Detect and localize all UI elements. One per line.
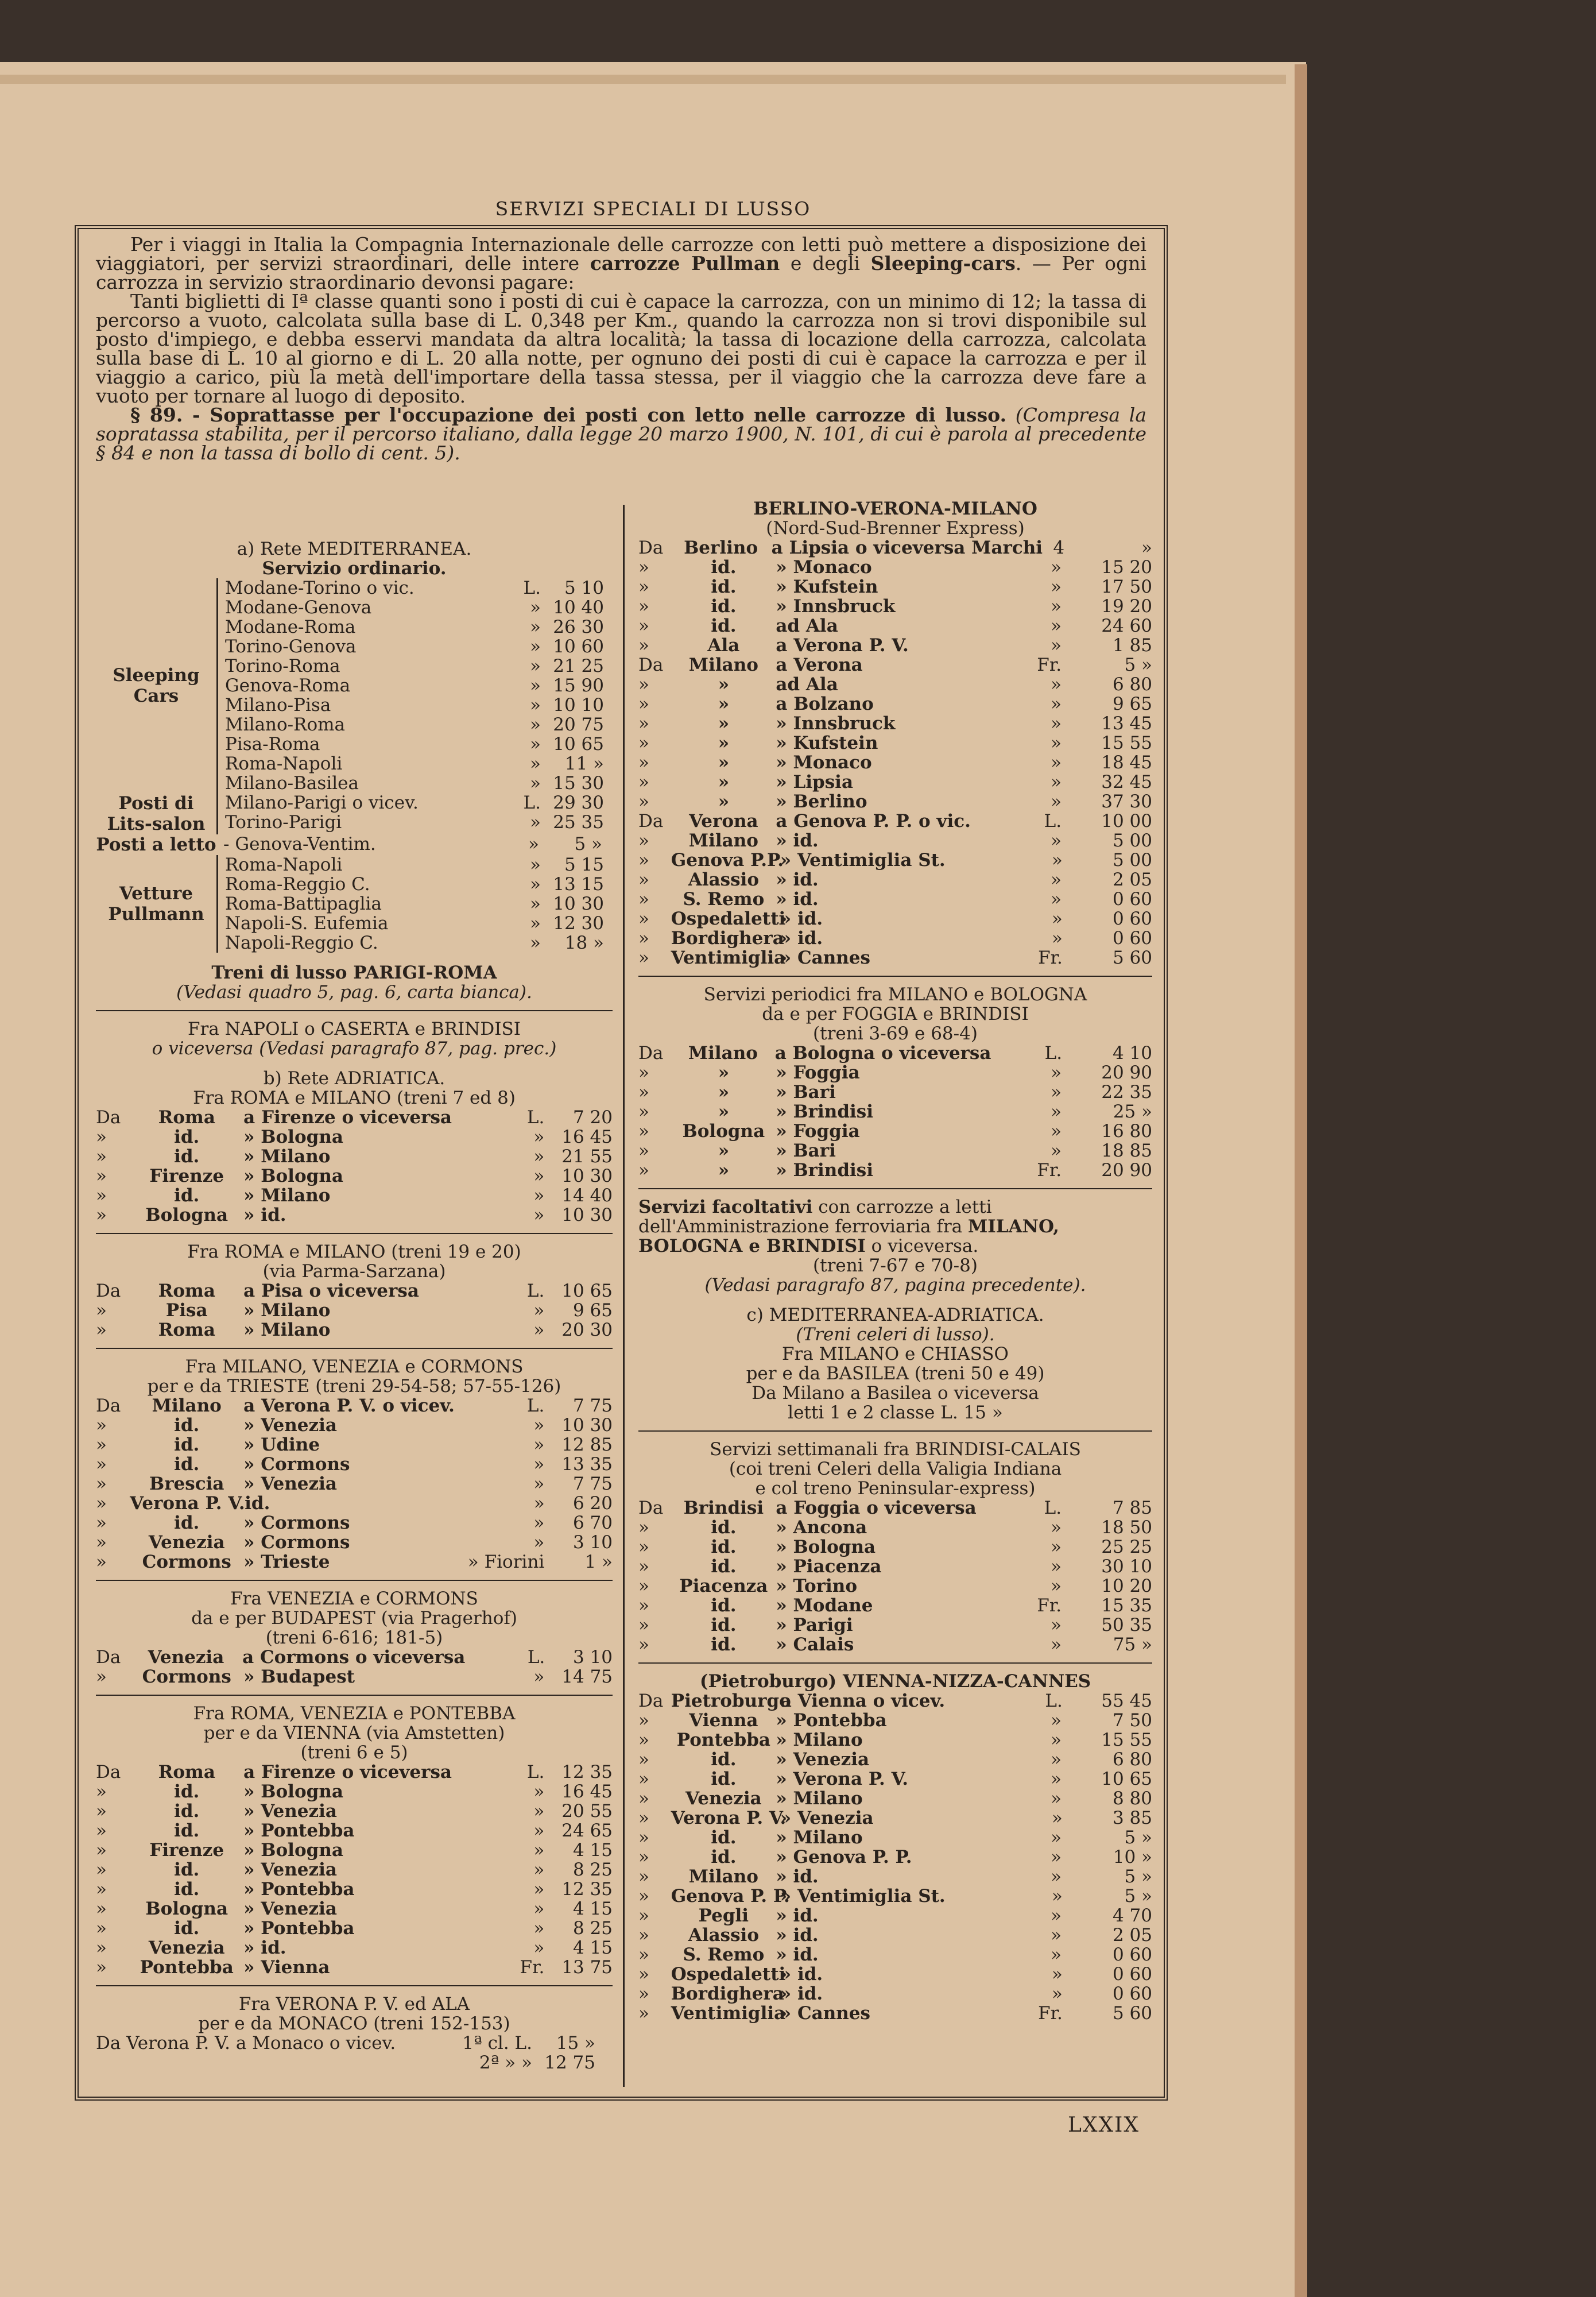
table-row: » Bologna » Foggia » 16 80 xyxy=(638,1121,1152,1142)
page-edge-right xyxy=(1295,64,1307,2297)
chiasso-title: Fra MILANO e CHIASSO xyxy=(782,1344,1009,1364)
vienna-table xyxy=(96,1762,613,1977)
table-row: » id. » Venezia » 6 80 xyxy=(638,1749,1152,1770)
list-item: Torino-Roma » 21 25 xyxy=(225,656,604,676)
list-item: Napoli-Reggio C. » 18 » xyxy=(225,933,604,953)
section-a-subtitle: Servizio ordinario. xyxy=(262,558,447,579)
list-item: Torino-Parigi » 25 35 xyxy=(225,812,604,833)
section-c-subtitle: (Treni celeri di lusso). xyxy=(796,1324,995,1345)
page-edge xyxy=(0,75,1286,84)
roma-milano2-subtitle: (via Parma-Sarzana) xyxy=(262,1261,446,1282)
table-row: » S. Remo » id. » 0 60 xyxy=(638,1944,1152,1965)
table-row: » id. » Milano » 21 55 xyxy=(96,1146,613,1167)
roma-milano2-table xyxy=(96,1281,613,1340)
table-row: » id. » Venezia » 20 55 xyxy=(96,1801,613,1822)
parigi-note: (Vedasi quadro 5, pag. 6, carta bianca). xyxy=(176,982,532,1003)
table-row: » id. » Pontebba » 8 25 xyxy=(96,1918,613,1939)
table-row: » Genova P.P. » Ventimiglia St. » 5 00 xyxy=(638,850,1152,871)
table-row: » Roma » Milano » 20 30 xyxy=(96,1320,613,1340)
berlino-subtitle: (Nord-Sud-Brenner Express) xyxy=(766,518,1025,539)
berlino-title: BERLINO-VERONA-MILANO xyxy=(753,498,1037,519)
table-row: » id. » Bologna » 16 45 xyxy=(96,1781,613,1802)
table-row: » id. » Parigi » 50 35 xyxy=(638,1615,1152,1635)
table-row: » Milano » id. » 5 » xyxy=(638,1866,1152,1887)
letto-list xyxy=(216,834,613,855)
foggia-table xyxy=(638,1043,1152,1180)
napoli-title: Fra NAPOLI o CASERTA e BRINDISI xyxy=(188,1019,521,1039)
budapest-table xyxy=(96,1648,613,1687)
divider xyxy=(96,1010,613,1011)
budapest-trains: (treni 6-616; 181-5) xyxy=(265,1627,443,1648)
list-item: Milano-Parigi o vicev. L. 29 30 xyxy=(225,792,604,813)
budapest-title: Fra VENEZIA e CORMONS xyxy=(230,1588,478,1609)
table-row: Da Roma a Firenze o viceversa L. 12 35 xyxy=(96,1762,613,1782)
roma-milano-table xyxy=(96,1108,613,1225)
table-row: » Genova P. P. » Ventimiglia St. » 5 » xyxy=(638,1886,1152,1907)
divider xyxy=(96,1695,613,1696)
calais-subtitle-2: e col treno Peninsular-express) xyxy=(755,1478,1036,1499)
table-row: » id. » Milano » 5 » xyxy=(638,1827,1152,1848)
table-row: » id. » Kufstein » 17 50 xyxy=(638,577,1152,597)
table-row: » Verona P. V. id. » 6 20 xyxy=(96,1493,613,1514)
vienna-trains: (treni 6 e 5) xyxy=(300,1742,408,1763)
sleeping-label: Sleeping Cars xyxy=(113,665,200,706)
sleeping-group xyxy=(96,578,613,793)
table-row: » » » Innsbruck » 13 45 xyxy=(638,713,1152,734)
list-item: Milano-Pisa » 10 10 xyxy=(225,695,604,716)
table-row: » » » Bari » 22 35 xyxy=(638,1082,1152,1103)
calais-table xyxy=(638,1498,1152,1654)
table-row: » » ad Ala » 6 80 xyxy=(638,674,1152,695)
foggia-subtitle: da e per FOGGIA e BRINDISI xyxy=(762,1004,1029,1024)
table-row: » id. » Monaco » 15 20 xyxy=(638,557,1152,578)
table-row: Da Venezia a Cormons o viceversa L. 3 10 xyxy=(96,1647,613,1668)
table-row: » S. Remo » id. » 0 60 xyxy=(638,889,1152,910)
parigi-title: Treni di lusso PARIGI-ROMA xyxy=(211,962,497,983)
table-row: » » a Bolzano » 9 65 xyxy=(638,694,1152,714)
list-item: Torino-Genova » 10 60 xyxy=(225,636,604,657)
table-row: » Pontebba » Vienna Fr. 13 75 xyxy=(96,1957,613,1978)
table-row: » Ospedaletti » id. » 0 60 xyxy=(638,1964,1152,1985)
budapest-subtitle: da e per BUDAPEST (via Pragerhof) xyxy=(191,1608,517,1629)
table-row: » id. » Udine » 12 85 xyxy=(96,1434,613,1455)
table-row: » id. » Bologna » 16 45 xyxy=(96,1127,613,1147)
list-item: Roma-Battipaglia » 10 30 xyxy=(225,894,604,914)
table-row: » Milano » id. » 5 00 xyxy=(638,830,1152,851)
table-row: Da Berlino a Lipsia o viceversa Marchi 4 » xyxy=(638,537,1152,558)
table-row: Da Verona a Genova P. P. o vic. L. 10 00 xyxy=(638,811,1152,832)
table-row: » Pisa » Milano » 9 65 xyxy=(96,1300,613,1321)
vienna-subtitle: per e da VIENNA (via Amstetten) xyxy=(203,1723,505,1743)
table-row: » id. » Verona P. V. » 10 65 xyxy=(638,1769,1152,1789)
monaco-title: Fra VERONA P. V. ed ALA xyxy=(238,1994,470,2014)
chiasso-subtitle: per e da BASILEA (treni 50 e 49) xyxy=(746,1363,1045,1384)
table-row: » Piacenza » Torino » 10 20 xyxy=(638,1576,1152,1596)
table-row: Da Roma a Firenze o viceversa L. 7 20 xyxy=(96,1107,613,1128)
cormons-table xyxy=(96,1396,613,1572)
nizza-title: (Pietroburgo) VIENNA-NIZZA-CANNES xyxy=(699,1671,1091,1692)
table-row: Da Milano a Verona Fr. 5 » xyxy=(638,655,1152,675)
table-row: » » » Brindisi Fr. 20 90 xyxy=(638,1160,1152,1181)
table-row: » Firenze » Bologna » 10 30 xyxy=(96,1166,613,1186)
table-row: » Ala a Verona P. V. » 1 85 xyxy=(638,635,1152,656)
facoltativi-trains: (treni 7-67 e 70-8) xyxy=(813,1255,978,1276)
sleeping-list xyxy=(216,578,613,793)
table-row: Da Roma a Pisa o viceversa L. 10 65 xyxy=(96,1281,613,1301)
table-row: 2ª » » 12 75 xyxy=(479,2052,595,2073)
table-row: » Bordighera » id. » 0 60 xyxy=(638,928,1152,949)
chiasso-price: letti 1 e 2 classe L. 15 » xyxy=(788,1402,1003,1423)
roma-milano2-title: Fra ROMA e MILANO (treni 19 e 20) xyxy=(187,1242,521,1262)
calais-title: Servizi settimanali fra BRINDISI-CALAIS xyxy=(710,1439,1081,1460)
content-frame xyxy=(75,225,1168,2101)
table-row: » id. » Pontebba » 24 65 xyxy=(96,1820,613,1841)
table-row: » Firenze » Bologna » 4 15 xyxy=(96,1840,613,1861)
divider xyxy=(638,976,1152,977)
table-row: » » » Foggia » 20 90 xyxy=(638,1062,1152,1083)
list-item: Modane-Genova » 10 40 xyxy=(225,597,604,618)
section-b-title: b) Rete ADRIATICA. xyxy=(263,1068,446,1089)
letto-label: Posti a letto xyxy=(96,834,216,855)
lits-label: Posti di Lits-salon xyxy=(107,793,206,834)
vienna-title: Fra ROMA, VENEZIA e PONTEBBA xyxy=(193,1703,516,1724)
facoltativi-text: Servizi facoltativi con carrozze a letti dell'Amministrazione ferroviaria fra MILANO, BOLOGNA e BRINDISI o viceversa. xyxy=(638,1197,1059,1256)
table-row: » Venezia » id. » 4 15 xyxy=(96,1938,613,1958)
divider xyxy=(638,1430,1152,1432)
table-row: » Cormons » Trieste » Fiorini 1 » xyxy=(96,1552,613,1572)
table-row: » » » Monaco » 18 45 xyxy=(638,752,1152,773)
table-row: » id. » Cormons » 13 35 xyxy=(96,1454,613,1475)
divider xyxy=(96,1348,613,1349)
table-row: » id. » Bologna » 25 25 xyxy=(638,1537,1152,1557)
table-row: » Ventimiglia » Cannes Fr. 5 60 xyxy=(638,948,1152,968)
intro-paragraph-3: § 89. - Soprattasse per l'occupazione dei posti con letto nelle carrozze di lusso. (Compresa la sopratassa stabilita, per il percorso italiano, dalla legge 20 marzo 1900, N. 101, di cui è parola al precedente § 84 e non la tassa di bollo di cent. 5). xyxy=(96,404,1147,464)
section-a-title: a) Rete MEDITERRANEA. xyxy=(237,539,472,559)
foggia-title: Servizi periodici fra MILANO e BOLOGNA xyxy=(703,984,1087,1005)
list-item: Genova-Roma » 15 90 xyxy=(225,675,604,696)
table-row: » Alassio » id. » 2 05 xyxy=(638,1925,1152,1946)
table-row: Da Milano a Verona P. V. o vicev. L. 7 75 xyxy=(96,1395,613,1416)
table-row: » id. » Piacenza » 30 10 xyxy=(638,1556,1152,1577)
table-row: » id. » Venezia » 8 25 xyxy=(96,1859,613,1880)
list-item: Pisa-Roma » 10 65 xyxy=(225,734,604,755)
pullman-group xyxy=(96,855,613,953)
roma-milano-title: Fra ROMA e MILANO (treni 7 ed 8) xyxy=(193,1088,516,1108)
table-row: » » » Bari » 18 85 xyxy=(638,1140,1152,1161)
column-divider xyxy=(623,505,625,2087)
table-row: » Verona P. V. » Venezia » 3 85 xyxy=(638,1808,1152,1828)
table-row: » id. » Calais » 75 » xyxy=(638,1634,1152,1655)
table-row: » Bologna » Venezia » 4 15 xyxy=(96,1898,613,1919)
table-row: » Pontebba » Milano » 15 55 xyxy=(638,1730,1152,1750)
cormons-subtitle: per e da TRIESTE (treni 29-54-58; 57-55-126) xyxy=(147,1376,561,1397)
list-item: Milano-Basilea » 15 30 xyxy=(225,773,604,794)
left-column xyxy=(96,539,613,2072)
table-row: » Vienna » Pontebba » 7 50 xyxy=(638,1710,1152,1731)
divider xyxy=(638,1188,1152,1189)
calais-subtitle: (coi treni Celeri della Valigia Indiana xyxy=(729,1459,1062,1479)
table-row: » » » Kufstein » 15 55 xyxy=(638,733,1152,753)
table-row: » id. » Cormons » 6 70 xyxy=(96,1513,613,1533)
list-item: Modane-Roma » 26 30 xyxy=(225,617,604,637)
table-row: » Bologna » id. » 10 30 xyxy=(96,1205,613,1225)
table-row: » id. » Genova P. P. » 10 » xyxy=(638,1847,1152,1867)
table-row: Da Brindisi a Foggia o viceversa L. 7 85 xyxy=(638,1498,1152,1518)
facoltativi-note: (Vedasi paragrafo 87, pagina precedente). xyxy=(704,1275,1086,1296)
pullman-list xyxy=(216,855,613,953)
table-row: » Cormons » Budapest » 14 75 xyxy=(96,1666,613,1687)
list-item: Roma-Napoli » 5 15 xyxy=(225,854,604,875)
divider xyxy=(96,1985,613,1986)
table-row: » » » Brindisi » 25 » xyxy=(638,1101,1152,1122)
section-c-title: c) MEDITERRANEA-ADRIATICA. xyxy=(746,1305,1044,1325)
page-number: LXXIX xyxy=(1068,2113,1140,2137)
table-row: » Bordighera » id. » 0 60 xyxy=(638,1983,1152,2004)
table-row: » Brescia » Venezia » 7 75 xyxy=(96,1474,613,1494)
intro-paragraph-1: Per i viaggi in Italia la Compagnia Internazionale delle carrozze con letti può mettere a disposizione dei viaggiatori, per servizi straordinari, delle intere carrozze Pullman e degli Sleeping-cars. — Per ogni carrozza in servizio straordinario devonsi pagare: xyxy=(96,233,1146,293)
lits-group xyxy=(96,793,613,834)
table-row: Da Milano a Bologna o viceversa L. 4 10 xyxy=(638,1043,1152,1064)
berlino-table xyxy=(638,538,1152,968)
table-row: » id. » Milano » 14 40 xyxy=(96,1185,613,1206)
table-row: » id. ad Ala » 24 60 xyxy=(638,616,1152,636)
divider xyxy=(96,1233,613,1234)
list-item: Roma-Reggio C. » 13 15 xyxy=(225,874,604,895)
table-row: » Pegli » id. » 4 70 xyxy=(638,1905,1152,1926)
table-row: Da Verona P. V. a Monaco o vicev. 1ª cl. L. 15 » xyxy=(96,2033,595,2054)
table-row: » id. » Innsbruck » 19 20 xyxy=(638,596,1152,617)
list-item: Modane-Torino o vic. L. 5 10 xyxy=(225,578,604,598)
pullman-label: Vetture Pullmann xyxy=(108,883,204,925)
foggia-trains: (treni 3-69 e 68-4) xyxy=(813,1023,978,1044)
lits-list xyxy=(216,793,613,834)
divider xyxy=(638,1662,1152,1664)
table-row: » Alassio » id. » 2 05 xyxy=(638,869,1152,890)
table-row: » Venezia » Milano » 8 80 xyxy=(638,1788,1152,1809)
divider xyxy=(96,1580,613,1581)
intro-text xyxy=(96,235,1146,462)
right-column xyxy=(638,499,1152,2023)
nizza-table xyxy=(638,1691,1152,2023)
letto-group xyxy=(96,834,613,855)
table-row: » id. » Pontebba » 12 35 xyxy=(96,1879,613,1900)
table-row: » Ventimiglia » Cannes Fr. 5 60 xyxy=(638,2003,1152,2024)
table-row: » id. » Ancona » 18 50 xyxy=(638,1517,1152,1538)
table-row: Da Pietroburgo a Vienna o vicev. L. 55 45 xyxy=(638,1691,1152,1711)
table-row: » id. » Venezia » 10 30 xyxy=(96,1415,613,1436)
chiasso-line: Da Milano a Basilea o viceversa xyxy=(751,1383,1039,1403)
table-row: » Ospedaletti » id. » 0 60 xyxy=(638,908,1152,929)
table-row: » » » Berlino » 37 30 xyxy=(638,791,1152,812)
list-item: Milano-Roma » 20 75 xyxy=(225,714,604,735)
list-item: Napoli-S. Eufemia » 12 30 xyxy=(225,913,604,934)
table-row: » id. » Modane Fr. 15 35 xyxy=(638,1595,1152,1616)
monaco-subtitle: per e da MONACO (treni 152-153) xyxy=(198,2013,510,2034)
table-row: » Venezia » Cormons » 3 10 xyxy=(96,1532,613,1553)
page-header: SERVIZI SPECIALI DI LUSSO xyxy=(495,198,811,220)
list-item: Roma-Napoli » 11 » xyxy=(225,753,604,774)
intro-paragraph-2: Tanti biglietti di Iª classe quanti sono i posti di cui è capace la carrozza, con un minimo di 12; la tassa di percorso a vuoto, calcolata sulla base di L. 0,348 per Km., quando la carrozza non si trovi disponibile sul posto d'impiego, e debba esservi mandata da altra località; la tassa di locazione della carrozza, calcolata sulla base di L. 10 al giorno e di L. 20 alla notte, per ognuno dei posti di cui è capace la carrozza e per il viaggio a carico, più la metà dell'importare della tassa stessa, per il viaggio che la carrozza deve fare a vuoto per tornare al luogo di deposito. xyxy=(96,290,1146,407)
cormons-title: Fra MILANO, VENEZIA e CORMONS xyxy=(185,1356,524,1377)
list-item: - Genova-Ventim. » 5 » xyxy=(223,834,602,854)
napoli-note: o viceversa (Vedasi paragrafo 87, pag. prec.) xyxy=(152,1038,557,1059)
table-row: » » » Lipsia » 32 45 xyxy=(638,772,1152,792)
